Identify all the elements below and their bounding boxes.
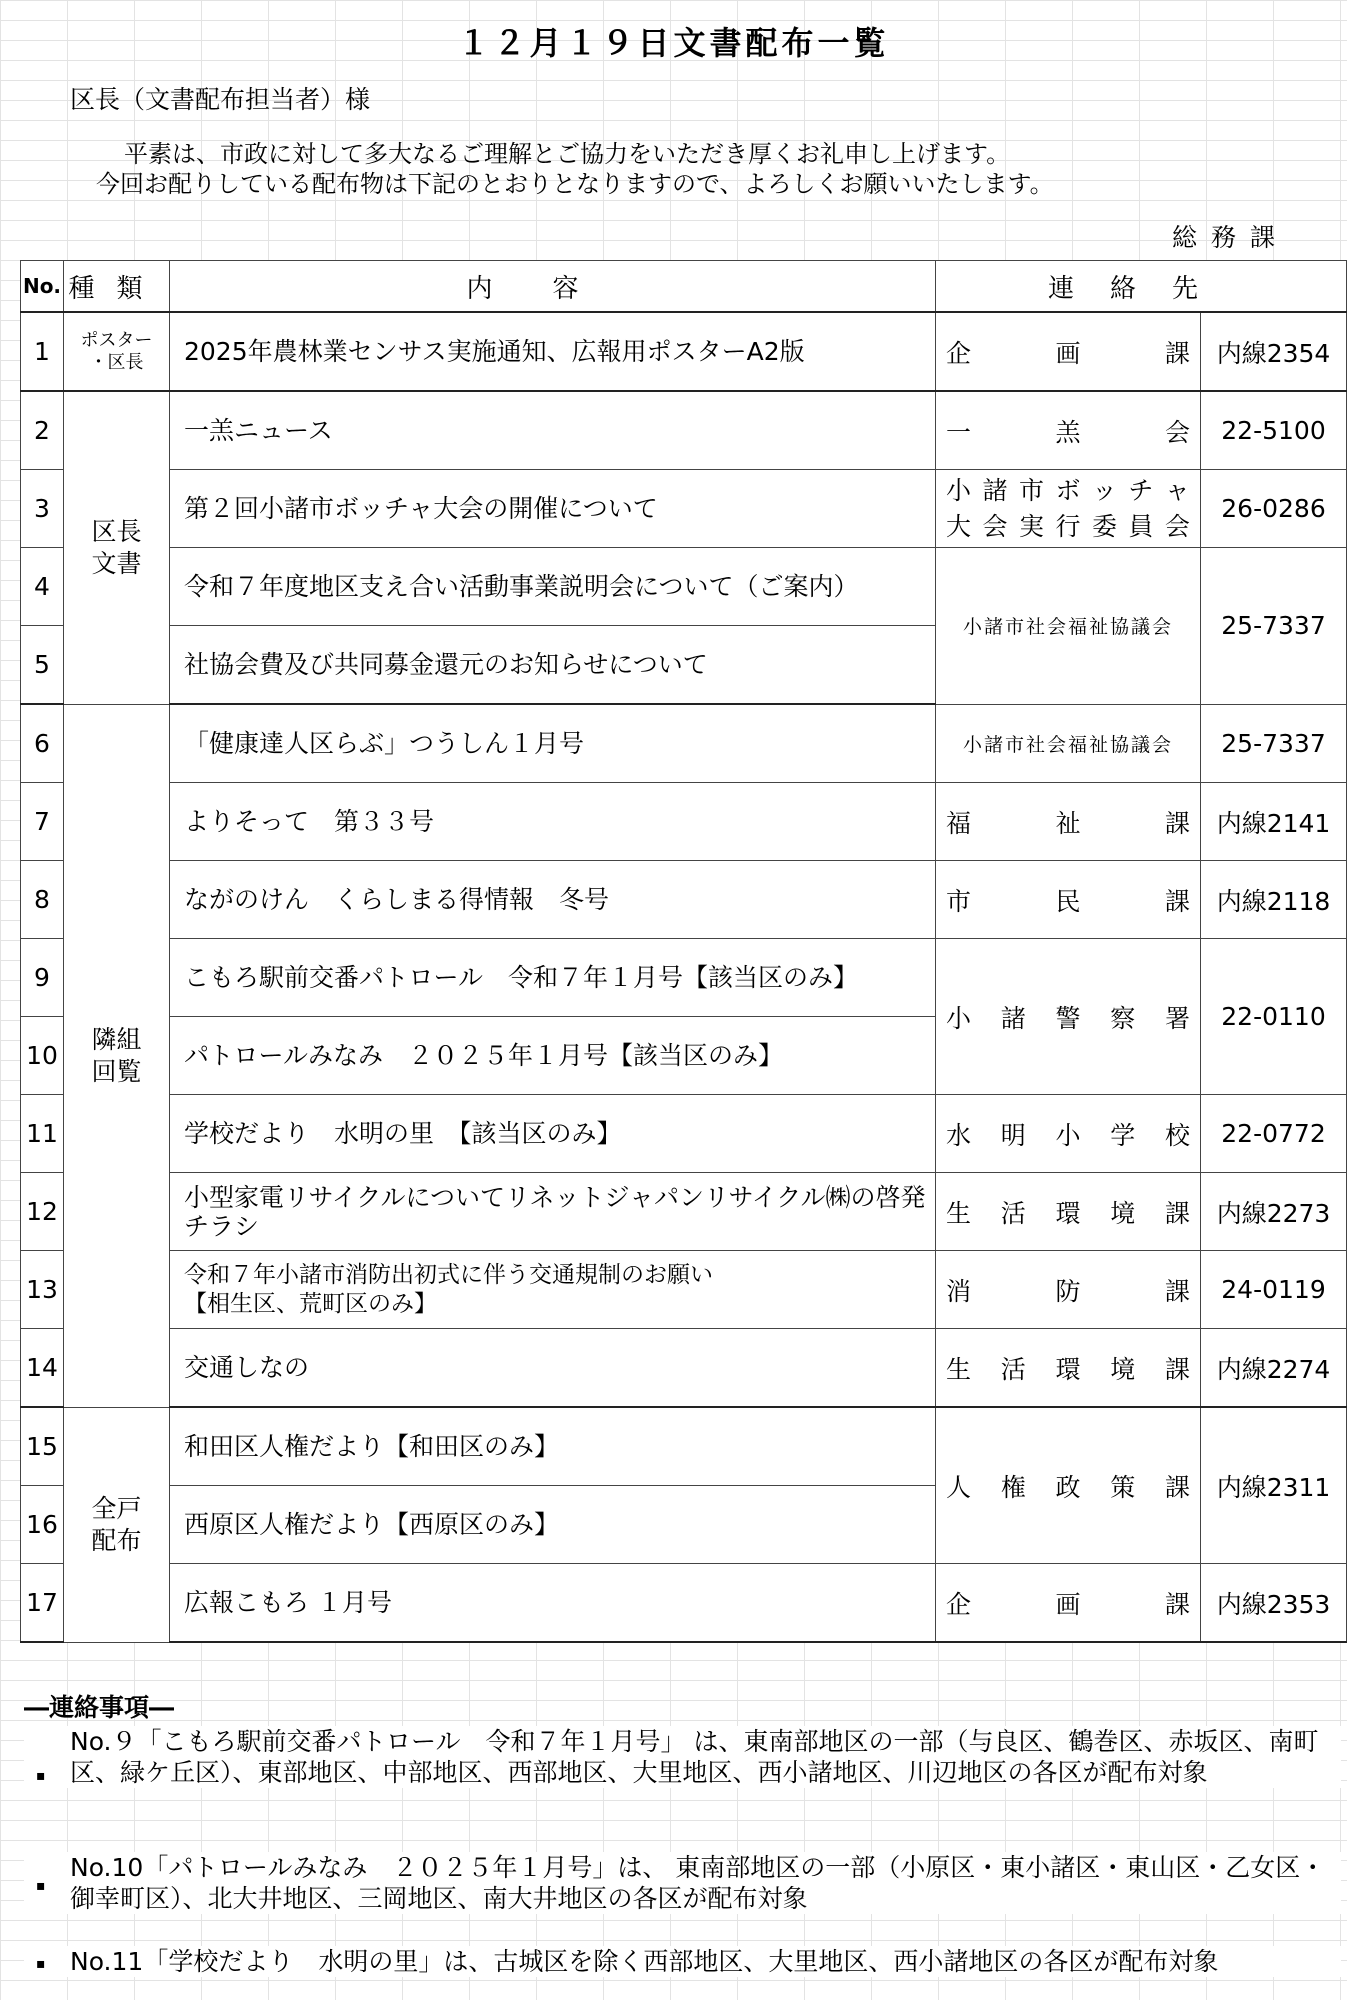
table-row bbox=[21, 391, 1347, 470]
table-row bbox=[21, 704, 1347, 783]
row-number: 12 bbox=[21, 1173, 64, 1251]
issuing-department: 総務課 bbox=[1171, 223, 1289, 252]
content-cell: 「健康達人区らぶ」つうしん１月号 bbox=[170, 704, 936, 783]
content-cell: 令和７年小諸市消防出初式に伴う交通規制のお願い 【相生区、荒町区のみ】 bbox=[170, 1251, 936, 1329]
category-cell: 隣組 回覧 bbox=[64, 704, 170, 1407]
table-row bbox=[21, 1329, 1347, 1408]
org-text: 生 活 環 境 課 bbox=[946, 1354, 1190, 1384]
bullet-icon: ▪ bbox=[36, 1956, 46, 1972]
content-cell: パトロールみなみ ２０２５年１月号【該当区のみ】 bbox=[170, 1017, 936, 1095]
contact-org: 小諸市社会福祉協議会 bbox=[936, 548, 1201, 705]
note-text: No.９「こもろ駅前交番パトロール 令和７年１月号」 は、東南部地区の一部（与良区、鶴巻区、赤坂区、南町区、緑ケ丘区）、東部地区、中部地区、西部地区、大里地区、西小諸地区、川辺地区の各区が配布対象 bbox=[70, 1727, 1319, 1787]
contact-tel: 22-5100 bbox=[1201, 391, 1347, 470]
contact-tel: 内線2141 bbox=[1201, 783, 1347, 861]
row-number: 3 bbox=[21, 470, 64, 548]
table-row bbox=[21, 783, 1347, 861]
header-no: No. bbox=[21, 261, 64, 313]
table-header-row bbox=[21, 261, 1347, 313]
content-cell: 社協会費及び共同募金還元のお知らせについて bbox=[170, 626, 936, 705]
contact-org bbox=[936, 1251, 1201, 1329]
note-text: No.11「学校だより 水明の里」は、古城区を除く西部地区、大里地区、西小諸地区の各区が配布対象 bbox=[70, 1947, 1219, 1976]
addressee: 区長（文書配布担当者）様 bbox=[70, 85, 371, 114]
contact-tel: 25-7337 bbox=[1201, 548, 1347, 705]
content-cell: よりそって 第３３号 bbox=[170, 783, 936, 861]
contact-tel: 22-0772 bbox=[1201, 1095, 1347, 1173]
bullet-icon: ▪ bbox=[36, 1878, 46, 1894]
table-row bbox=[21, 1564, 1347, 1643]
greeting-line-1: 平素は、市政に対して多大なるご理解とご協力をいただき厚くお礼申し上げます。 bbox=[124, 140, 1011, 168]
content-cell: 小型家電リサイクルについてリネットジャパンリサイクル㈱の啓発チラシ bbox=[170, 1173, 936, 1251]
contact-tel: 25-7337 bbox=[1201, 704, 1347, 783]
table-row bbox=[21, 1095, 1347, 1173]
row-number: 5 bbox=[21, 626, 64, 705]
contact-tel: 内線2354 bbox=[1201, 312, 1347, 391]
note-item bbox=[24, 1726, 1341, 1788]
row-number: 6 bbox=[21, 704, 64, 783]
org-text: 市 民 課 bbox=[946, 886, 1190, 916]
row-number: 10 bbox=[21, 1017, 64, 1095]
table-row bbox=[21, 312, 1347, 391]
table-row bbox=[21, 470, 1347, 548]
greeting-line-2: 今回お配りしている配布物は下記のとおりとなりますので、よろしくお願いいたします。 bbox=[96, 170, 1054, 198]
distribution-table bbox=[20, 260, 1347, 1643]
contact-org: 小諸市社会福祉協議会 bbox=[936, 704, 1201, 783]
content-cell: 和田区人権だより【和田区のみ】 bbox=[170, 1407, 936, 1486]
contact-org bbox=[936, 939, 1201, 1095]
table-row bbox=[21, 861, 1347, 939]
org-text: 水 明 小 学 校 bbox=[946, 1120, 1190, 1150]
contact-org bbox=[936, 1564, 1201, 1643]
org-text: 小 諸 警 察 署 bbox=[946, 1003, 1190, 1033]
contact-org bbox=[936, 1407, 1201, 1564]
contact-tel: 内線2118 bbox=[1201, 861, 1347, 939]
org-text: 企 画 課 bbox=[946, 1589, 1190, 1619]
content-cell: こもろ駅前交番パトロール 令和７年１月号【該当区のみ】 bbox=[170, 939, 936, 1017]
contact-tel: 内線2273 bbox=[1201, 1173, 1347, 1251]
contact-tel: 内線2353 bbox=[1201, 1564, 1347, 1643]
note-item bbox=[24, 1946, 1341, 1977]
category-cell: 区長 文書 bbox=[64, 391, 170, 704]
contact-org bbox=[936, 1095, 1201, 1173]
note-item bbox=[24, 1852, 1341, 1914]
row-number: 16 bbox=[21, 1486, 64, 1564]
content-cell: 学校だより 水明の里 【該当区のみ】 bbox=[170, 1095, 936, 1173]
contact-org bbox=[936, 1329, 1201, 1408]
contact-tel: 内線2274 bbox=[1201, 1329, 1347, 1408]
content-cell: 第２回小諸市ボッチャ大会の開催について bbox=[170, 470, 936, 548]
content-cell: 令和７年度地区支え合い活動事業説明会について（ご案内） bbox=[170, 548, 936, 626]
category-cell: ポスター ・区長 bbox=[64, 312, 170, 391]
row-number: 17 bbox=[21, 1564, 64, 1643]
contact-tel: 22-0110 bbox=[1201, 939, 1347, 1095]
contact-org bbox=[936, 470, 1201, 548]
row-number: 2 bbox=[21, 391, 64, 470]
contact-tel: 内線2311 bbox=[1201, 1407, 1347, 1564]
table-row bbox=[21, 1251, 1347, 1329]
content-cell: 広報こもろ １月号 bbox=[170, 1564, 936, 1643]
notes-title: ―連絡事項― bbox=[24, 1693, 175, 1722]
row-number: 4 bbox=[21, 548, 64, 626]
header-content: 内容 bbox=[170, 261, 936, 313]
row-number: 14 bbox=[21, 1329, 64, 1408]
org-text: 生 活 環 境 課 bbox=[946, 1198, 1190, 1228]
org-text: 企 画 課 bbox=[946, 338, 1190, 368]
content-cell: 2025年農林業センサス実施通知、広報用ポスターA2版 bbox=[170, 312, 936, 391]
org-text: 消 防 課 bbox=[946, 1276, 1190, 1306]
row-number: 8 bbox=[21, 861, 64, 939]
row-number: 1 bbox=[21, 312, 64, 391]
header-contact: 連絡先 bbox=[936, 261, 1347, 313]
header-type: 種類 bbox=[64, 261, 170, 313]
contact-org bbox=[936, 312, 1201, 391]
org-text: 福 祉 課 bbox=[946, 808, 1190, 838]
content-cell: 一羔ニュース bbox=[170, 391, 936, 470]
contact-tel: 24-0119 bbox=[1201, 1251, 1347, 1329]
table-row bbox=[21, 1173, 1347, 1251]
note-text: No.10「パトロールみなみ ２０２５年１月号」は、 東南部地区の一部（小原区・東小諸区・東山区・乙女区・御幸町区）、北大井地区、三岡地区、南大井地区の各区が配布対象 bbox=[70, 1853, 1326, 1913]
page-title: １２月１９日文書配布一覧 bbox=[457, 24, 890, 62]
org-text: 一 羔 会 bbox=[946, 417, 1190, 447]
content-cell: ながのけん くらしまる得情報 冬号 bbox=[170, 861, 936, 939]
org-text: 人 権 政 策 課 bbox=[946, 1472, 1190, 1502]
table-row bbox=[21, 1407, 1347, 1486]
table-row bbox=[21, 548, 1347, 626]
bullet-icon: ▪ bbox=[36, 1768, 46, 1784]
row-number: 7 bbox=[21, 783, 64, 861]
contact-org bbox=[936, 391, 1201, 470]
row-number: 15 bbox=[21, 1407, 64, 1486]
row-number: 13 bbox=[21, 1251, 64, 1329]
row-number: 9 bbox=[21, 939, 64, 1017]
org-text-multiline: 小 諸 市 ボ ッ チ ャ 大 会 実 行 委 員 会 bbox=[946, 475, 1190, 541]
content-cell: 交通しなの bbox=[170, 1329, 936, 1408]
contact-org bbox=[936, 1173, 1201, 1251]
content-cell: 西原区人権だより【西原区のみ】 bbox=[170, 1486, 936, 1564]
contact-org bbox=[936, 783, 1201, 861]
contact-tel: 26-0286 bbox=[1201, 470, 1347, 548]
row-number: 11 bbox=[21, 1095, 64, 1173]
category-cell: 全戸 配布 bbox=[64, 1407, 170, 1642]
table-row bbox=[21, 939, 1347, 1017]
contact-org bbox=[936, 861, 1201, 939]
